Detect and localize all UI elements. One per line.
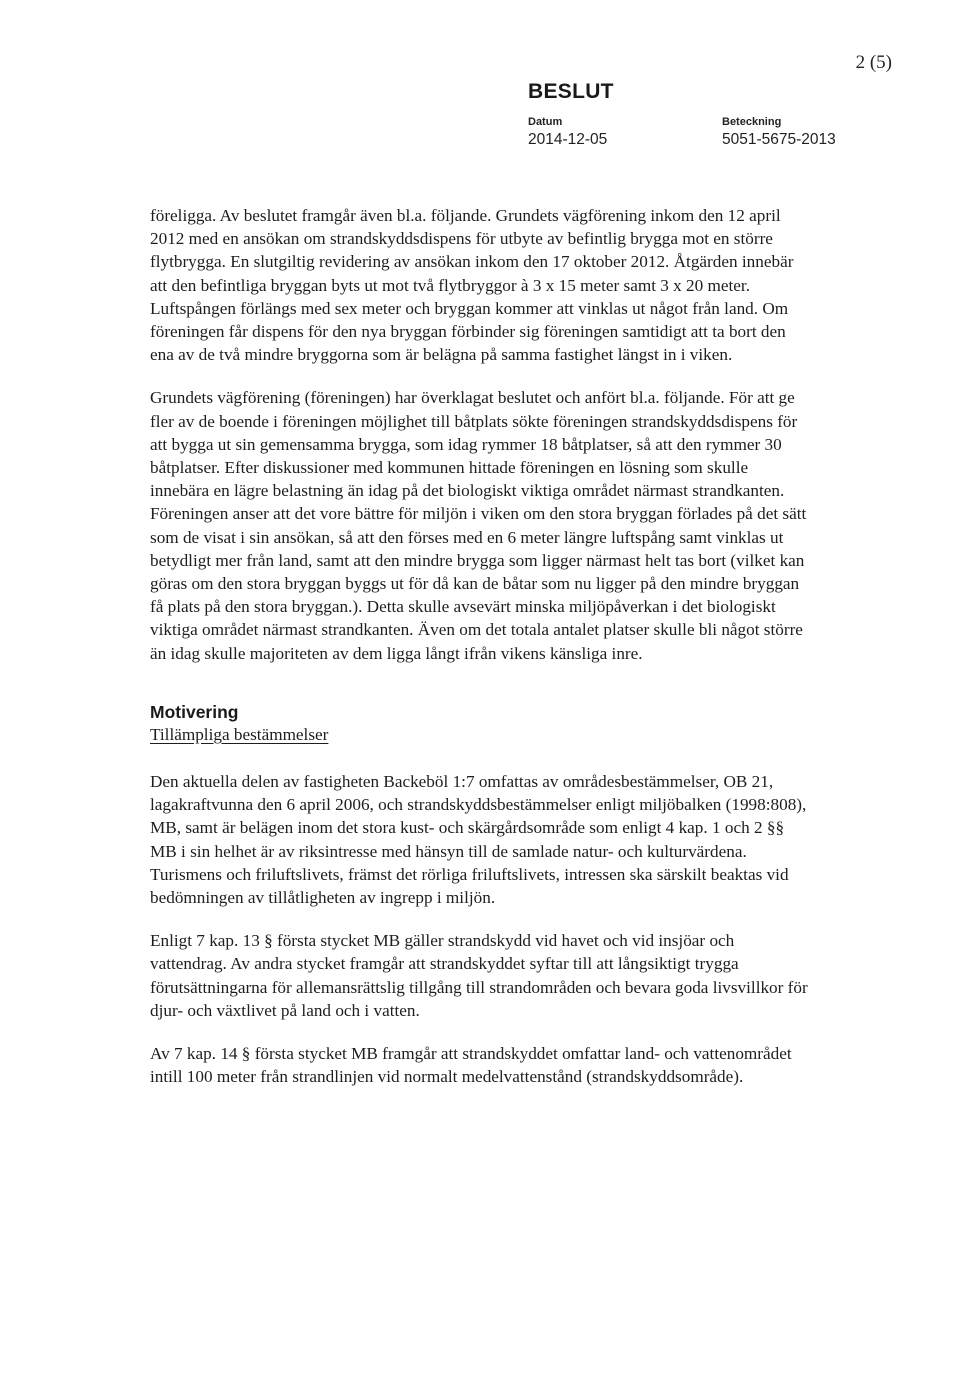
paragraph-shore-area: Av 7 kap. 14 § första stycket MB framgår att strandskyddet omfattar land- och vattenområdet intill 100 meter från strandlinjen vid normalt medelvattenstånd (strandskyddsområde). (150, 1044, 792, 1087)
document-type-title: BESLUT (528, 80, 614, 103)
date-value: 2014-12-05 (528, 131, 608, 148)
paragraph-shore-protection: Enligt 7 kap. 13 § första stycket MB gäller strandskydd vid havet och vid insjöar och vattendrag. Av andra stycket framgår att strandskyddet syftar till att långsiktigt trygga förutsättningarna för allemansrättslig tillgång till strandområden och bevara goda livsvillkor för djur- och växtlivet på land och i vatten. (150, 931, 808, 1020)
date-label: Datum (528, 116, 563, 128)
document-body (150, 204, 810, 1089)
section-heading: Motivering (150, 701, 239, 722)
paragraph-regulations: Den aktuella delen av fastigheten Backeböl 1:7 omfattas av områdesbestämmelser, OB 21, lagakraftvunna den 6 april 2006, och strandskyddsbestämmelser enligt miljöbalken (1998:808), MB, samt är belägen inom det stora kust- och skärgårdsområde som enligt 4 kap. 1 och 2 §§ MB i sin helhet är av riksintresse med hänsyn till de samlade natur- och kulturvärdena. Turismens och friluftslivets, främst det rörliga friluftslivets, intressen ska särskilt beaktas vid bedömningen av tillåtligheten av ingrepp i miljön. (150, 772, 807, 908)
reference-label: Beteckning (722, 116, 782, 128)
paragraph-appeal: Grundets vägförening (föreningen) har överklagat beslutet och anfört bl.a. följande. För att ge fler av de boende i föreningen möjlighet till båtplats sökte föreningen strandskyddsdispens för att bygga ut sin gemensamma brygga, som idag rymmer 18 båtplatser, så att den rymmer 30 båtplatser. Efter diskussioner med kommunen hittade föreningen en lösning som skulle innebära en lägre belastning än idag på det biologiskt viktiga området närmast strandkanten. Föreningen anser att det vore bättre för miljön i viken om den stora bryggan förlades på det sätt som de visat i sin ansökan, så att den förses med en 6 meter längre luftspång samt vinklas ut betydligt mer från land, samt att den mindre brygga som ligger närmast helt tas bort (vilket kan göras om den stora bryggan byggs ut för då kan de båtar som nu ligger på den mindre bryggan få plats på den stora bryggan.). Detta skulle avsevärt minska miljöpåverkan i det biologiskt viktiga området närmast strandkanten. Även om det totala antalet platser skulle bli något större än idag skulle majoriteten av dem ligga långt ifrån vikens känsliga inre. (150, 388, 807, 663)
page-number: 2 (5) (855, 52, 892, 73)
paragraph-background: föreligga. Av beslutet framgår även bl.a. följande. Grundets vägförening inkom den 12 april 2012 med en ansökan om strandskyddsdispens för utbyte av befintlig brygga mot en större flytbrygga. En slutgiltig revidering av ansökan inkom den 17 oktober 2012. Åtgärden innebär att den befintliga bryggan byts ut mot två flytbryggor à 3 x 15 meter samt 3 x 20 meter. Luftspången förlängs med sex meter och bryggan kommer att vinklas ut något från land. Om föreningen får dispens för den nya bryggan förbinder sig föreningen samtidigt att ta bort den ena av de två mindre bryggorna som är belägna på samma fastighet längst in i viken. (150, 206, 794, 365)
reference-block (722, 115, 836, 150)
section-subheading: Tillämpliga bestämmelser (150, 724, 329, 744)
date-block (528, 115, 607, 150)
reference-value: 5051-5675-2013 (722, 131, 836, 148)
